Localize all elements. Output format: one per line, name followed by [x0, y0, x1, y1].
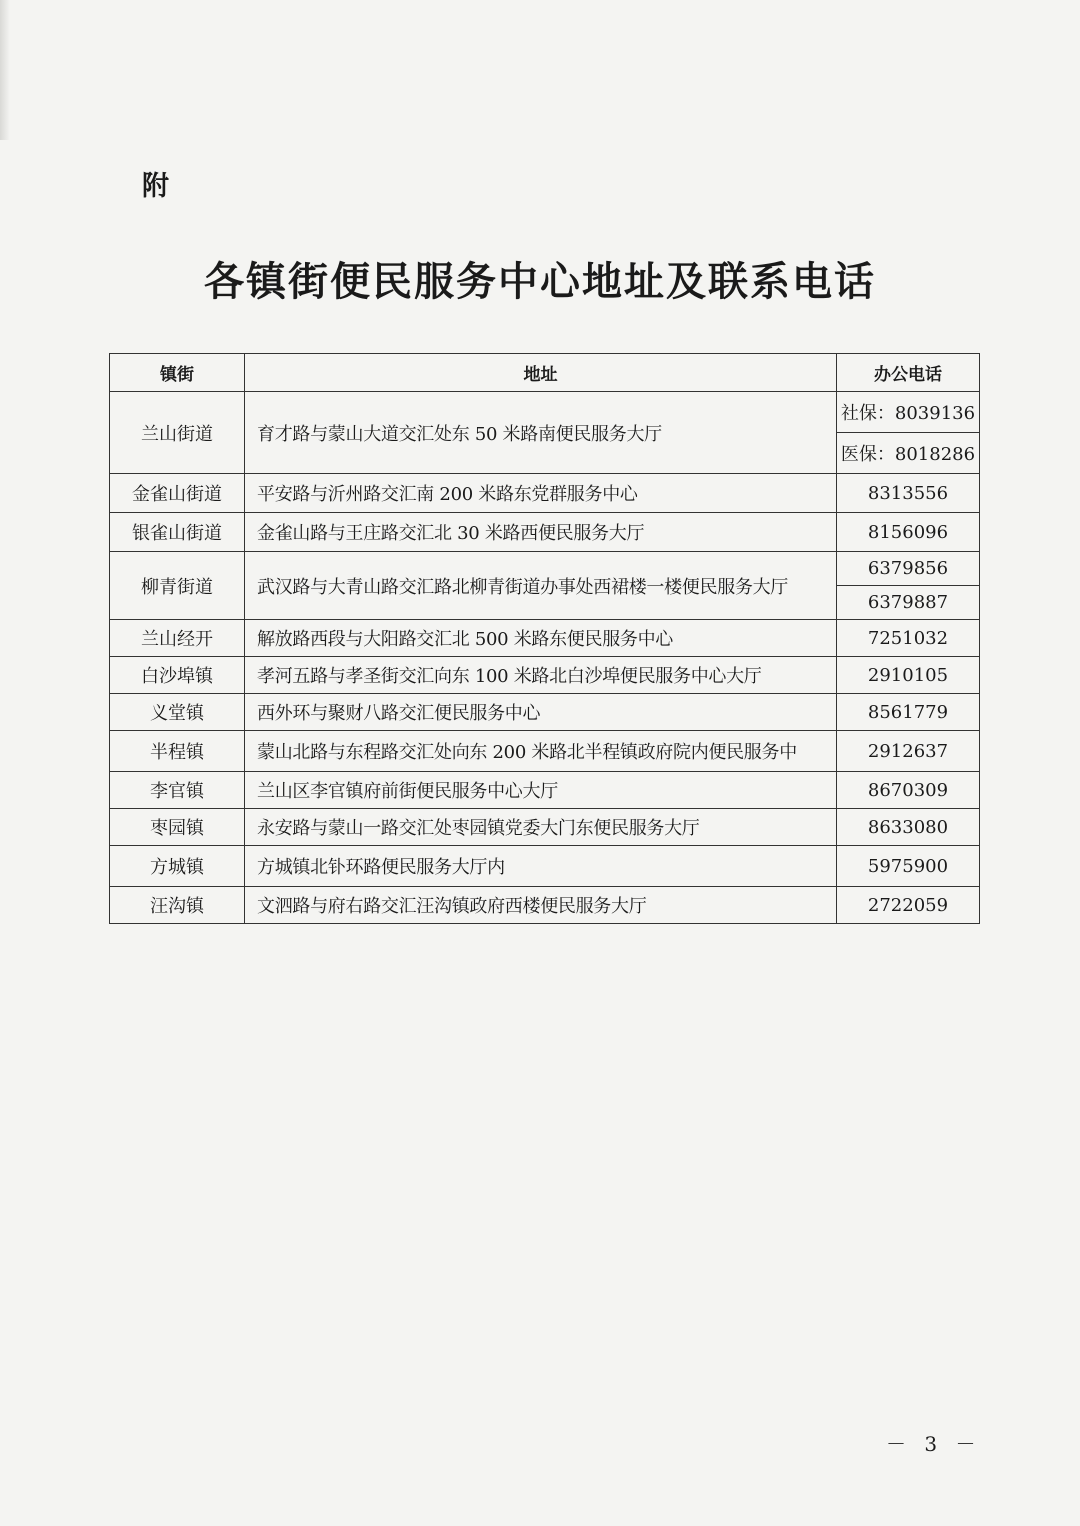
phone-cell: 社保：8039136 — [837, 392, 980, 433]
address-cell: 孝河五路与孝圣街交汇向东 100 米路北白沙埠便民服务中心大厅 — [245, 657, 837, 694]
address-cell: 育才路与蒙山大道交汇处东 50 米路南便民服务大厅 — [245, 392, 837, 474]
address-cell: 西外环与聚财八路交汇便民服务中心 — [245, 694, 837, 731]
table-row — [110, 731, 980, 772]
table-row — [110, 552, 980, 586]
table-row — [110, 474, 980, 513]
table-row — [110, 846, 980, 887]
phone-cell: 2722059 — [837, 887, 980, 924]
phone-cell: 8313556 — [837, 474, 980, 513]
address-cell: 武汉路与大青山路交汇路北柳青街道办事处西裙楼一楼便民服务大厅 — [245, 552, 837, 620]
page-number: － 3 － — [886, 1432, 982, 1456]
table-row — [110, 392, 980, 433]
table-row — [110, 887, 980, 924]
table-row — [110, 513, 980, 552]
phone-cell: 5975900 — [837, 846, 980, 887]
header-address: 地址 — [245, 354, 837, 392]
town-cell: 金雀山街道 — [110, 474, 245, 513]
table-row — [110, 772, 980, 809]
address-cell: 永安路与蒙山一路交汇处枣园镇党委大门东便民服务大厅 — [245, 809, 837, 846]
table-row — [110, 620, 980, 657]
table-row — [110, 809, 980, 846]
town-cell: 兰山街道 — [110, 392, 245, 474]
town-cell: 银雀山街道 — [110, 513, 245, 552]
address-cell: 平安路与沂州路交汇南 200 米路东党群服务中心 — [245, 474, 837, 513]
table-header-row — [110, 354, 980, 392]
attachment-label: 附 — [142, 171, 170, 202]
address-cell: 蒙山北路与东程路交汇处向东 200 米路北半程镇政府院内便民服务中 — [245, 731, 837, 772]
phone-cell: 2910105 — [837, 657, 980, 694]
town-cell: 兰山经开 — [110, 620, 245, 657]
town-cell: 汪沟镇 — [110, 887, 245, 924]
phone-cell: 7251032 — [837, 620, 980, 657]
header-town: 镇街 — [110, 354, 245, 392]
phone-cell: 8633080 — [837, 809, 980, 846]
town-cell: 枣园镇 — [110, 809, 245, 846]
address-cell: 兰山区李官镇府前街便民服务中心大厅 — [245, 772, 837, 809]
address-cell: 解放路西段与大阳路交汇北 500 米路东便民服务中心 — [245, 620, 837, 657]
town-cell: 白沙埠镇 — [110, 657, 245, 694]
scan-page-edge — [0, 0, 10, 140]
address-cell: 金雀山路与王庄路交汇北 30 米路西便民服务大厅 — [245, 513, 837, 552]
phone-cell: 6379887 — [837, 586, 980, 620]
service-center-table — [109, 353, 980, 924]
town-cell: 柳青街道 — [110, 552, 245, 620]
phone-cell: 6379856 — [837, 552, 980, 586]
header-phone: 办公电话 — [837, 354, 980, 392]
table-row — [110, 657, 980, 694]
phone-cell: 医保：8018286 — [837, 433, 980, 474]
document-title: 各镇街便民服务中心地址及联系电话 — [204, 259, 876, 305]
town-cell: 李官镇 — [110, 772, 245, 809]
phone-cell: 2912637 — [837, 731, 980, 772]
table-row — [110, 694, 980, 731]
phone-cell: 8670309 — [837, 772, 980, 809]
address-cell: 文泗路与府右路交汇汪沟镇政府西楼便民服务大厅 — [245, 887, 837, 924]
phone-cell: 8156096 — [837, 513, 980, 552]
address-cell: 方城镇北钋环路便民服务大厅内 — [245, 846, 837, 887]
town-cell: 方城镇 — [110, 846, 245, 887]
phone-cell: 8561779 — [837, 694, 980, 731]
town-cell: 半程镇 — [110, 731, 245, 772]
town-cell: 义堂镇 — [110, 694, 245, 731]
